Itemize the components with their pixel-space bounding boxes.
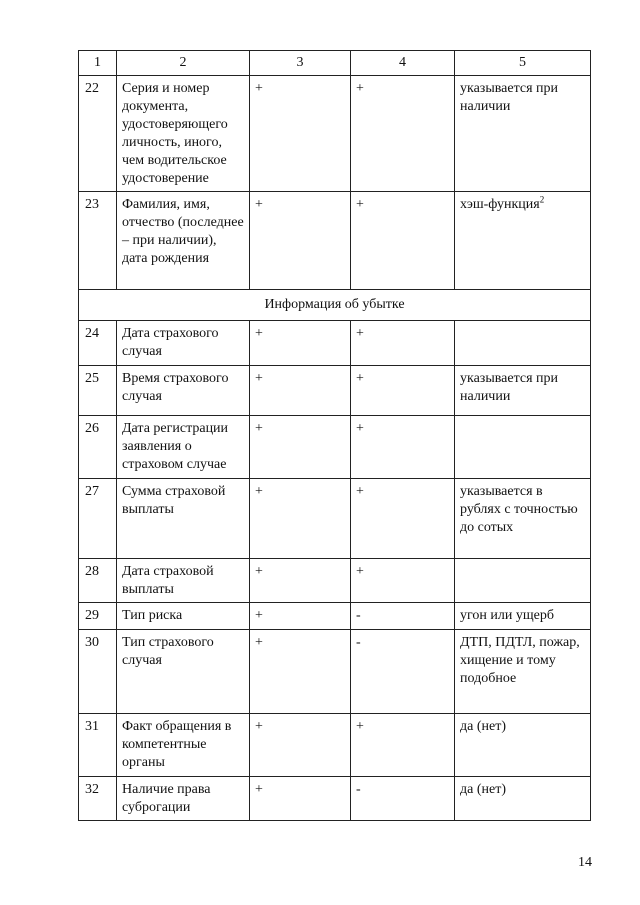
col4-mark: +	[351, 714, 455, 777]
row-number: 28	[79, 559, 117, 603]
table-row	[79, 603, 591, 630]
col3-mark: +	[250, 630, 351, 714]
col4-mark: +	[351, 192, 455, 290]
row-number: 31	[79, 714, 117, 777]
row-number: 23	[79, 192, 117, 290]
header-cell-2: 2	[117, 51, 250, 76]
header-cell-1: 1	[79, 51, 117, 76]
col3-mark: +	[250, 479, 351, 559]
note: указывается в рублях с точностью до сотых	[455, 479, 591, 559]
header-cell-4: 4	[351, 51, 455, 76]
col4-mark: +	[351, 321, 455, 366]
note: да (нет)	[455, 714, 591, 777]
table-row	[79, 321, 591, 366]
col3-mark: +	[250, 714, 351, 777]
note: угон или ущерб	[455, 603, 591, 630]
table-row	[79, 777, 591, 821]
note-text: хэш-функция	[460, 197, 540, 212]
col4-mark: +	[351, 366, 455, 416]
table-row	[79, 714, 591, 777]
note	[455, 192, 591, 290]
field-name: Тип страхового случая	[117, 630, 250, 714]
field-name: Время страхового случая	[117, 366, 250, 416]
header-cell-3: 3	[250, 51, 351, 76]
note: да (нет)	[455, 777, 591, 821]
col4-mark: -	[351, 630, 455, 714]
table-row	[79, 559, 591, 603]
col3-mark: +	[250, 321, 351, 366]
field-name: Фамилия, имя, отчество (последнее – при наличии), дата рождения	[117, 192, 250, 290]
col4-mark: +	[351, 416, 455, 479]
table-row	[79, 366, 591, 416]
col4-mark: +	[351, 479, 455, 559]
note	[455, 416, 591, 479]
field-name: Дата регистрации заявления о страховом случае	[117, 416, 250, 479]
col3-mark: +	[250, 416, 351, 479]
col4-mark: +	[351, 559, 455, 603]
row-number: 24	[79, 321, 117, 366]
data-table	[78, 50, 591, 821]
note: указывается при наличии	[455, 366, 591, 416]
field-name: Дата страховой выплаты	[117, 559, 250, 603]
header-row	[79, 51, 591, 76]
table-row	[79, 416, 591, 479]
row-number: 26	[79, 416, 117, 479]
row-number: 30	[79, 630, 117, 714]
col3-mark: +	[250, 366, 351, 416]
note	[455, 559, 591, 603]
col3-mark: +	[250, 76, 351, 192]
row-number: 29	[79, 603, 117, 630]
col4-mark: -	[351, 777, 455, 821]
page-number: 14	[578, 855, 592, 870]
col4-mark: -	[351, 603, 455, 630]
footnote-mark: 2	[539, 194, 545, 205]
table-row	[79, 630, 591, 714]
section-row	[79, 290, 591, 321]
row-number: 25	[79, 366, 117, 416]
col4-mark: +	[351, 76, 455, 192]
col3-mark: +	[250, 559, 351, 603]
col3-mark: +	[250, 777, 351, 821]
field-name: Факт обращения в компетентные органы	[117, 714, 250, 777]
field-name: Наличие права суброгации	[117, 777, 250, 821]
row-number: 27	[79, 479, 117, 559]
note: указывается при наличии	[455, 76, 591, 192]
row-number: 22	[79, 76, 117, 192]
table-row	[79, 479, 591, 559]
col3-mark: +	[250, 603, 351, 630]
row-number: 32	[79, 777, 117, 821]
field-name: Тип риска	[117, 603, 250, 630]
header-cell-5: 5	[455, 51, 591, 76]
field-name: Сумма страховой выплаты	[117, 479, 250, 559]
note: ДТП, ПДТЛ, пожар, хищение и тому подобное	[455, 630, 591, 714]
section-title: Информация об убытке	[79, 290, 591, 321]
field-name: Серия и номер документа, удостоверяющего личность, иного, чем водительское удостоверение	[117, 76, 250, 192]
note	[455, 321, 591, 366]
field-name: Дата страхового случая	[117, 321, 250, 366]
table-row	[79, 76, 591, 192]
table-row	[79, 192, 591, 290]
col3-mark: +	[250, 192, 351, 290]
